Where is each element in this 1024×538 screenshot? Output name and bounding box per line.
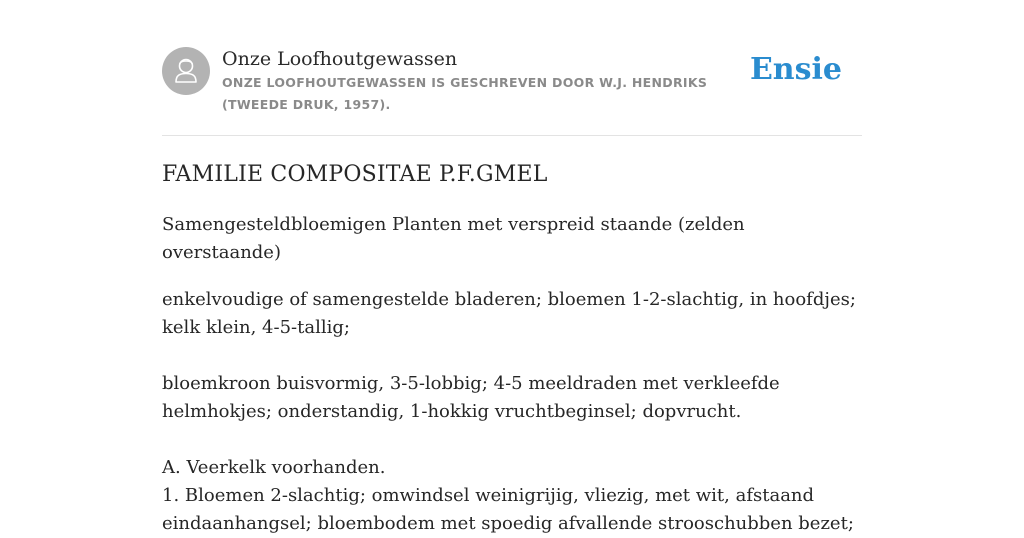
brand-logo[interactable]: Ensie: [749, 52, 842, 87]
article-title: FAMILIE COMPOSITAE P.F.GMEL: [162, 162, 548, 187]
article-body: enkelvoudige of samengestelde bladeren; bloemen 1-2-slachtig, in hoofdjes; kelk klein, 4-5-tallig; bloemkroon buisvormig, 3-5-lobbig; 4-5 meeldraden met verkleefde helmhokjes; onderstandig, 1-hokkig vruchtbeginsel; dopvrucht. A. Veerkelk voorhanden. 1. Bloemen 2-slachtig; omwindsel weinigrijig, vliezig, met wit, afstaand eindaanhangsel; bloembodem met spoedig afvallende strooschubben bezet;: [162, 289, 856, 534]
source-header: [162, 46, 862, 116]
article: [162, 158, 867, 538]
source-description: ONZE LOOFHOUTGEWASSEN IS GESCHREVEN DOOR W.J. HENDRIKS (TWEEDE DRUK, 1957).: [222, 75, 708, 112]
source-title[interactable]: Onze Loofhoutgewassen: [222, 48, 458, 70]
user-icon: [162, 47, 210, 95]
article-lead: Samengesteldbloemigen Planten met verspreid staande (zelden overstaande): [162, 214, 745, 263]
header-divider: [162, 135, 862, 136]
